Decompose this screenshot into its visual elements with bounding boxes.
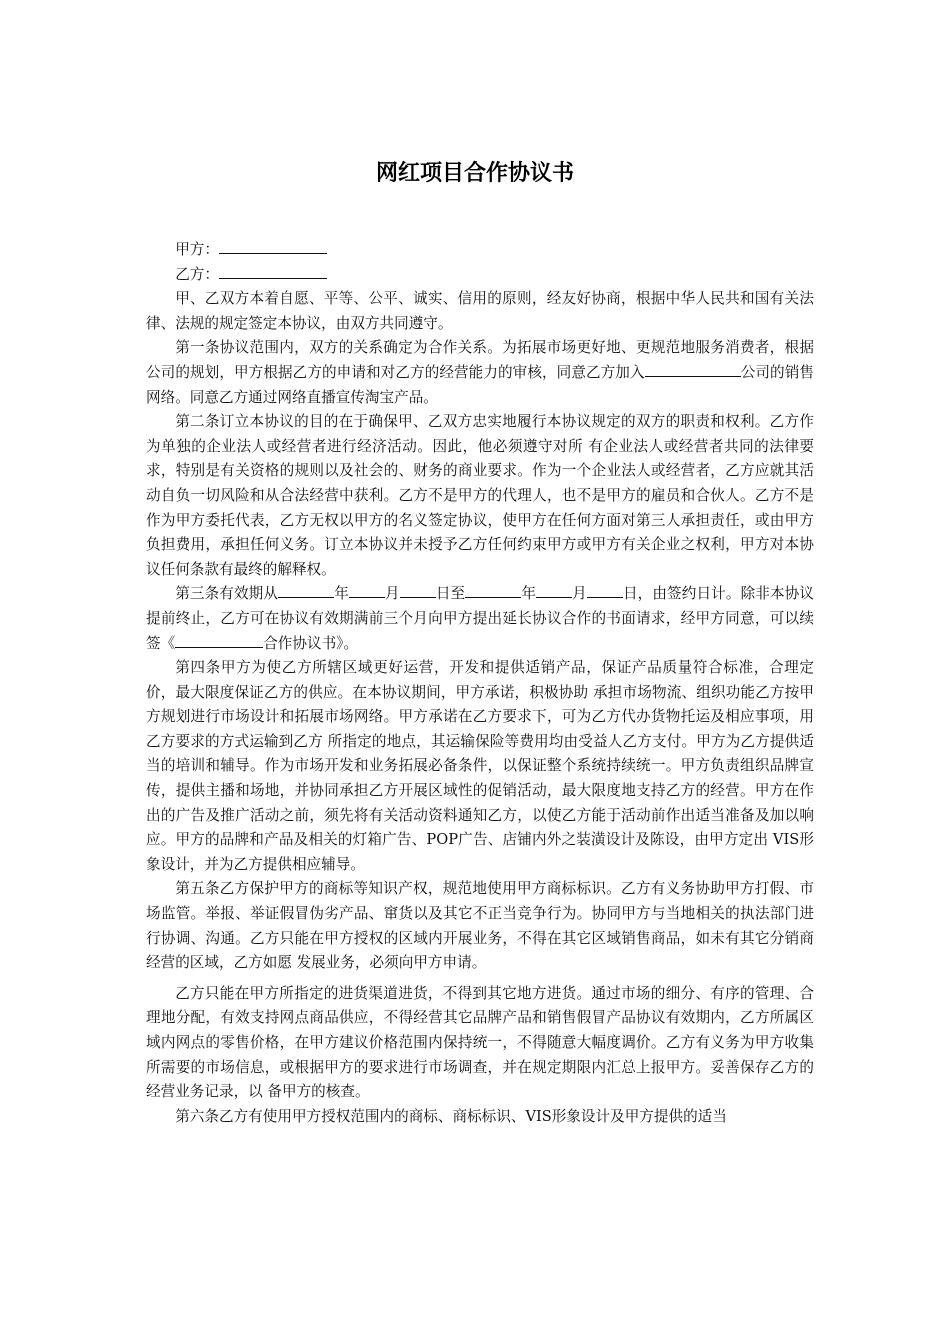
document-title: 网红项目合作协议书 — [375, 161, 574, 186]
intro-paragraph: 甲、乙双方本着自愿、平等、公平、诚实、信用的原则，经友好协商，根据中华人民共和国有关法律、法规的规定签定本协议，由双方共同遵守。 — [146, 290, 814, 332]
year-label: 年 — [334, 585, 349, 603]
start-month-blank — [349, 582, 385, 598]
start-year-blank — [278, 582, 334, 598]
article-3 — [146, 582, 814, 656]
article-1 — [146, 336, 814, 410]
year-label-2: 年 — [521, 585, 537, 603]
party-a-line — [146, 238, 814, 263]
party-b-label: 乙方： — [175, 265, 219, 283]
company-name-blank — [645, 361, 741, 377]
article-1-text-a: 第一条协议范围内，双方的关系确定为合作关系。为拓展市场更好地、更规范地服务消费者，根据公司的规划，甲方根据乙方的申请和对乙方的经营能力的审核，同意乙方加入 — [146, 339, 814, 381]
end-year-blank — [465, 582, 521, 598]
day-label-2: 日，由签约日计。 — [622, 585, 741, 603]
party-a-label: 甲方： — [175, 241, 219, 258]
agreement-name-blank — [175, 632, 263, 648]
article-1-text-b: 公司的销售网络。同意乙方通过网络直播宣传淘宝产品。 — [146, 363, 814, 406]
end-day-blank — [587, 582, 623, 598]
party-b-blank — [219, 263, 327, 279]
article-3-rest-b: 合作协议书》。 — [263, 634, 359, 652]
month-label-2: 月 — [572, 585, 587, 603]
article-4: 第四条甲方为使乙方所辖区域更好运营，开发和提供适销产品，保证产品质量符合标准，合理定价，最大限度保证乙方的供应。在本协议期间，甲方承诺，积极协助 承担市场物流、组织功能乙方按甲方规划进行市场设计和拓展市场网络。甲方承诺在乙方要求下，可为乙方代办货物托运及相应事项，用乙方要求的方式运输到乙方 所指定的地点，其运输保险等费用均由受益人乙方支付。甲方为乙方提供适当的培训和辅导。作为市场开发和业务拓展必备条件，以保证整个系统持续统一。甲方负责组织品牌宣传，提供主播和场地，并协同承担乙方开展区域性的促销活动，最大限度地支持乙方的经营。甲方在作出的广告及推广活动之前，须先将有关活动资料通知乙方，以使乙方能于活动前作出适当准备及加以响应。甲方的品牌和产品及相关的灯箱广告、POP广告、店铺内外之装潢设计及陈设，由甲方定出 VIS形象设计，并为乙方提供相应辅导。 — [146, 659, 814, 873]
article-5-continued: 乙方只能在甲方所指定的进货渠道进货，不得到其它地方进货。通过市场的细分、有序的管理、合 理地分配，有效支持网点商品供应，不得经营其它品牌产品和销售假冒产品协议有效期内，乙方所属区域内网点的零售价格，在甲方建议价格范围内保持统一，不得随意大幅度调价。乙方有义务为甲方收集所需要的市场信息，或根据甲方的要求进行市场调查，并在规定期限内汇总上报甲方。妥善保存乙方的经营业务记录，以 备甲方的核查。 — [146, 984, 814, 1101]
article-3-start: 第三条有效期从 — [175, 585, 279, 603]
article-6: 第六条乙方有使用甲方授权范围内的商标、商标标识、VIS形象设计及甲方提供的适当 — [175, 1107, 727, 1125]
end-month-blank — [536, 582, 572, 598]
article-3-rest-a: 除非本协议提前终止，乙方可在协议有效期满前三个月向甲方提出延长协议合作的书面请求，经甲方同意，可以续签《 — [146, 585, 814, 652]
month-label: 月 — [384, 585, 400, 603]
article-2: 第二条订立本协议的目的在于确保甲、乙双方忠实地履行本协议规定的双方的职责和权利。乙方作为单独的企业法人或经营者进行经济活动。因此，他必须遵守对所 有企业法人或经营者共同的法律要求，特别是有关资格的规则以及社会的、财务的商业要求。作为一个企业法人或经营者，乙方应就其活动自负一切风险和从合法经营中获利。乙方不是甲方的代理人，也不是甲方的雇员和合伙人。乙方不是作为甲方委托代表，乙方无权以甲方的名义签定协议，使甲方在任何方面对第三人承担责任，或由甲方负担费用，承担任何义务。订立本协议并未授予乙方任何约束甲方或甲方有关企业之权利，甲方对本协议任何条款有最终的解释权。 — [146, 413, 814, 578]
party-a-blank — [219, 238, 327, 254]
document-body — [146, 238, 814, 1129]
start-day-blank — [400, 582, 436, 598]
party-b-line — [146, 263, 814, 288]
article-5: 第五条乙方保护甲方的商标等知识产权，规范地使用甲方商标标识。乙方有义务协助甲方打假、市场监管。举报、举证假冒伪劣产品、窜货以及其它不正当竞争行为。协同甲方与当地相关的执法部门进行协调、沟通。乙方只能在甲方授权的区域内开展业务，不得在其它区域销售商品，如未有其它分销商经营的区域，乙方如愿 发展业务，必须向甲方申请。 — [146, 880, 814, 972]
day-to-label: 日至 — [435, 585, 466, 603]
